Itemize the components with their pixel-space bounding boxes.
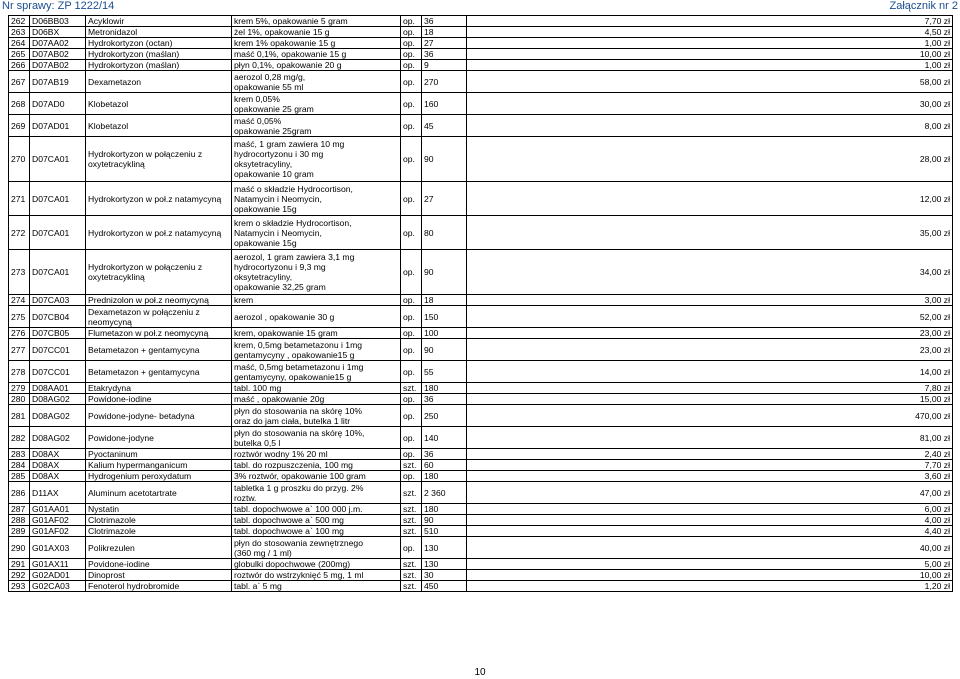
table-row	[9, 49, 953, 60]
quantity: 90	[422, 339, 467, 361]
unit-price: 58,00 zł	[467, 71, 953, 93]
drug-name: Clotrimazole	[86, 515, 232, 526]
drug-form: krem, 0,5mg betametazonu i 1mg gentamycyny , opakowanie15 g	[232, 339, 401, 361]
quantity: 30	[422, 570, 467, 581]
drug-form: maść 0,1%, opakowanie 15 g	[232, 49, 401, 60]
unit-price: 4,40 zł	[467, 526, 953, 537]
unit: op.	[401, 115, 422, 137]
table-row	[9, 38, 953, 49]
quantity: 36	[422, 394, 467, 405]
quantity: 55	[422, 361, 467, 383]
row-number: 262	[9, 16, 30, 27]
unit-price: 35,00 zł	[467, 216, 953, 250]
table-row	[9, 570, 953, 581]
drug-form: tabl. do rozpuszczenia, 100 mg	[232, 460, 401, 471]
unit: op.	[401, 295, 422, 306]
table-row	[9, 537, 953, 559]
quantity: 180	[422, 504, 467, 515]
row-number: 269	[9, 115, 30, 137]
quantity: 130	[422, 559, 467, 570]
atc-code: D08AG02	[30, 405, 86, 427]
atc-code: G01AX11	[30, 559, 86, 570]
unit: szt.	[401, 515, 422, 526]
drug-form: tabl. a` 5 mg	[232, 581, 401, 592]
quantity: 36	[422, 449, 467, 460]
table-row	[9, 361, 953, 383]
atc-code: D07AD01	[30, 115, 86, 137]
table-row	[9, 559, 953, 570]
unit-price: 10,00 zł	[467, 570, 953, 581]
drug-form: krem 1% opakowanie 15 g	[232, 38, 401, 49]
quantity: 90	[422, 137, 467, 182]
unit: op.	[401, 38, 422, 49]
atc-code: G02CA03	[30, 581, 86, 592]
unit: op.	[401, 27, 422, 38]
drug-form: roztwór do wstrzyknięć 5 mg, 1 ml	[232, 570, 401, 581]
table-row	[9, 405, 953, 427]
unit: szt.	[401, 581, 422, 592]
drug-name: Polikrezulen	[86, 537, 232, 559]
atc-code: D07AB02	[30, 60, 86, 71]
row-number: 292	[9, 570, 30, 581]
drug-form: krem 0,05% opakowanie 25 gram	[232, 93, 401, 115]
unit: szt.	[401, 460, 422, 471]
unit-price: 470,00 zł	[467, 405, 953, 427]
row-number: 286	[9, 482, 30, 504]
quantity: 2 360	[422, 482, 467, 504]
drug-name: Acyklowir	[86, 16, 232, 27]
atc-code: D06BX	[30, 27, 86, 38]
unit: szt.	[401, 383, 422, 394]
quantity: 27	[422, 182, 467, 216]
row-number: 293	[9, 581, 30, 592]
drug-name: Hydrokortyzon (maślan)	[86, 49, 232, 60]
atc-code: D07CB04	[30, 306, 86, 328]
atc-code: D08AX	[30, 471, 86, 482]
table-row	[9, 482, 953, 504]
atc-code: D07CB05	[30, 328, 86, 339]
drug-name: Powidone-jodyne- betadyna	[86, 405, 232, 427]
unit: op.	[401, 427, 422, 449]
drug-name: Aluminum acetotartrate	[86, 482, 232, 504]
unit-price: 15,00 zł	[467, 394, 953, 405]
row-number: 270	[9, 137, 30, 182]
atc-code: D08AA01	[30, 383, 86, 394]
unit-price: 6,00 zł	[467, 504, 953, 515]
table-row	[9, 115, 953, 137]
drug-form: krem, opakowanie 15 gram	[232, 328, 401, 339]
unit-price: 5,00 zł	[467, 559, 953, 570]
row-number: 271	[9, 182, 30, 216]
unit-price: 30,00 zł	[467, 93, 953, 115]
atc-code: D07CC01	[30, 361, 86, 383]
atc-code: D07CC01	[30, 339, 86, 361]
unit-price: 1,00 zł	[467, 60, 953, 71]
table-row	[9, 71, 953, 93]
drug-form: płyn 0,1%, opakowanie 20 g	[232, 60, 401, 71]
atc-code: D07CA01	[30, 182, 86, 216]
unit: op.	[401, 405, 422, 427]
quantity: 100	[422, 328, 467, 339]
table-row	[9, 427, 953, 449]
unit-price: 23,00 zł	[467, 328, 953, 339]
table-row	[9, 515, 953, 526]
atc-code: G02AD01	[30, 570, 86, 581]
drug-table	[8, 15, 953, 592]
table-row	[9, 383, 953, 394]
row-number: 278	[9, 361, 30, 383]
quantity: 36	[422, 16, 467, 27]
row-number: 274	[9, 295, 30, 306]
drug-name: Prednizolon w poł.z neomycyną	[86, 295, 232, 306]
unit-price: 40,00 zł	[467, 537, 953, 559]
drug-name: Klobetazol	[86, 93, 232, 115]
quantity: 130	[422, 537, 467, 559]
quantity: 160	[422, 93, 467, 115]
unit-price: 81,00 zł	[467, 427, 953, 449]
unit: op.	[401, 339, 422, 361]
unit-price: 23,00 zł	[467, 339, 953, 361]
row-number: 282	[9, 427, 30, 449]
unit: szt.	[401, 526, 422, 537]
drug-name: Flumetazon w poł.z neomycyną	[86, 328, 232, 339]
case-number: Nr sprawy: ZP 1222/14	[2, 0, 115, 12]
unit-price: 7,80 zł	[467, 383, 953, 394]
atc-code: D08AG02	[30, 394, 86, 405]
drug-form: tabletka 1 g proszku do przyg. 2% roztw.	[232, 482, 401, 504]
drug-name: Powidone-iodine	[86, 394, 232, 405]
drug-form: tabl. dopochwowe a` 100 mg	[232, 526, 401, 537]
drug-name: Hydrokortyzon w połączeniu z oxytetracykliną	[86, 250, 232, 295]
unit-price: 12,00 zł	[467, 182, 953, 216]
table-row	[9, 182, 953, 216]
drug-form: 3% roztwór, opakowanie 100 gram	[232, 471, 401, 482]
drug-form: płyn do stosowania zewnętrznego (360 mg / 1 ml)	[232, 537, 401, 559]
table-row	[9, 526, 953, 537]
table-row	[9, 295, 953, 306]
table-row	[9, 339, 953, 361]
drug-form: maść 0,05% opakowanie 25gram	[232, 115, 401, 137]
unit: szt.	[401, 482, 422, 504]
drug-name: Betametazon + gentamycyna	[86, 361, 232, 383]
drug-name: Hydrokortyzon (octan)	[86, 38, 232, 49]
quantity: 27	[422, 38, 467, 49]
drug-form: maść o składzie Hydrocortison, Natamycin i Neomycin, opakowanie 15g	[232, 182, 401, 216]
unit: op.	[401, 49, 422, 60]
unit: op.	[401, 93, 422, 115]
row-number: 266	[9, 60, 30, 71]
table-row	[9, 137, 953, 182]
unit: op.	[401, 71, 422, 93]
unit: op.	[401, 471, 422, 482]
unit: op.	[401, 16, 422, 27]
unit: szt.	[401, 570, 422, 581]
drug-name: Dexametazon	[86, 71, 232, 93]
table-row	[9, 216, 953, 250]
quantity: 510	[422, 526, 467, 537]
unit-price: 47,00 zł	[467, 482, 953, 504]
atc-code: D11AX	[30, 482, 86, 504]
drug-name: Metronidazol	[86, 27, 232, 38]
drug-form: tabl. dopochwowe a` 100 000 j.m.	[232, 504, 401, 515]
unit-price: 4,00 zł	[467, 515, 953, 526]
row-number: 287	[9, 504, 30, 515]
table-row	[9, 471, 953, 482]
drug-form: krem 5%, opakowanie 5 gram	[232, 16, 401, 27]
drug-name: Betametazon + gentamycyna	[86, 339, 232, 361]
drug-form: aerozol 0,28 mg/g, opakowanie 55 ml	[232, 71, 401, 93]
row-number: 289	[9, 526, 30, 537]
quantity: 180	[422, 383, 467, 394]
atc-code: G01AF02	[30, 515, 86, 526]
drug-name: Fenoterol hydrobromide	[86, 581, 232, 592]
table-row	[9, 581, 953, 592]
drug-form: roztwór wodny 1% 20 ml	[232, 449, 401, 460]
table-row	[9, 16, 953, 27]
unit-price: 28,00 zł	[467, 137, 953, 182]
table-row	[9, 27, 953, 38]
unit: op.	[401, 216, 422, 250]
table-row	[9, 306, 953, 328]
drug-name: Hydrokortyzon w połączeniu z oxytetracykliną	[86, 137, 232, 182]
table-row	[9, 449, 953, 460]
atc-code: D07AD0	[30, 93, 86, 115]
unit-price: 7,70 zł	[467, 16, 953, 27]
drug-form: aerozol , opakowanie 30 g	[232, 306, 401, 328]
row-number: 265	[9, 49, 30, 60]
atc-code: G01AX03	[30, 537, 86, 559]
row-number: 277	[9, 339, 30, 361]
atc-code: D07AB02	[30, 49, 86, 60]
unit: op.	[401, 182, 422, 216]
row-number: 288	[9, 515, 30, 526]
drug-name: Hydrokortyzon (maślan)	[86, 60, 232, 71]
drug-name: Dexametazon w połączeniu z neomycyną	[86, 306, 232, 328]
unit: op.	[401, 449, 422, 460]
drug-name: Clotrimazole	[86, 526, 232, 537]
unit: szt.	[401, 559, 422, 570]
table-row	[9, 93, 953, 115]
drug-form: płyn do stosowania na skórę 10%, butelka 0,5 l	[232, 427, 401, 449]
row-number: 267	[9, 71, 30, 93]
quantity: 80	[422, 216, 467, 250]
row-number: 275	[9, 306, 30, 328]
atc-code: G01AF02	[30, 526, 86, 537]
row-number: 291	[9, 559, 30, 570]
atc-code: G01AA01	[30, 504, 86, 515]
unit-price: 3,00 zł	[467, 295, 953, 306]
drug-form: tabl. dopochwowe a` 500 mg	[232, 515, 401, 526]
table-row	[9, 60, 953, 71]
drug-name: Hydrokortyzon w poł.z natamycyną	[86, 182, 232, 216]
quantity: 140	[422, 427, 467, 449]
unit: op.	[401, 537, 422, 559]
quantity: 90	[422, 515, 467, 526]
quantity: 18	[422, 295, 467, 306]
row-number: 263	[9, 27, 30, 38]
unit-price: 2,40 zł	[467, 449, 953, 460]
page-header	[0, 0, 960, 14]
drug-name: Hydrokortyzon w poł.z natamycyną	[86, 216, 232, 250]
unit-price: 7,70 zł	[467, 460, 953, 471]
drug-name: Povidone-iodine	[86, 559, 232, 570]
drug-form: maść, 0,5mg betametazonu i 1mg gentamycyny, opakowanie15 g	[232, 361, 401, 383]
quantity: 250	[422, 405, 467, 427]
unit-price: 8,00 zł	[467, 115, 953, 137]
unit-price: 4,50 zł	[467, 27, 953, 38]
row-number: 290	[9, 537, 30, 559]
table-row	[9, 250, 953, 295]
atc-code: D08AX	[30, 460, 86, 471]
quantity: 45	[422, 115, 467, 137]
row-number: 276	[9, 328, 30, 339]
page-number: 10	[474, 667, 486, 678]
table-row	[9, 460, 953, 471]
row-number: 280	[9, 394, 30, 405]
drug-name: Pyoctaninum	[86, 449, 232, 460]
row-number: 279	[9, 383, 30, 394]
atc-code: D08AG02	[30, 427, 86, 449]
unit-price: 10,00 zł	[467, 49, 953, 60]
drug-form: tabl. 100 mg	[232, 383, 401, 394]
quantity: 60	[422, 460, 467, 471]
atc-code: D07AA02	[30, 38, 86, 49]
unit: op.	[401, 361, 422, 383]
drug-name: Klobetazol	[86, 115, 232, 137]
quantity: 150	[422, 306, 467, 328]
unit-price: 1,20 zł	[467, 581, 953, 592]
table-row	[9, 394, 953, 405]
drug-form: globulki dopochwowe (200mg)	[232, 559, 401, 570]
row-number: 273	[9, 250, 30, 295]
unit: op.	[401, 394, 422, 405]
drug-name: Powidone-jodyne	[86, 427, 232, 449]
drug-form: maść, 1 gram zawiera 10 mg hydrocortyzonu i 30 mg oksytetracyliny, opakowanie 10 gram	[232, 137, 401, 182]
unit: op.	[401, 137, 422, 182]
row-number: 281	[9, 405, 30, 427]
atc-code: D08AX	[30, 449, 86, 460]
unit: szt.	[401, 504, 422, 515]
drug-name: Dinoprost	[86, 570, 232, 581]
drug-name: Hydrogenium peroxydatum	[86, 471, 232, 482]
row-number: 283	[9, 449, 30, 460]
unit-price: 14,00 zł	[467, 361, 953, 383]
unit: op.	[401, 250, 422, 295]
quantity: 9	[422, 60, 467, 71]
drug-name: Kalium hypermanganicum	[86, 460, 232, 471]
unit: op.	[401, 306, 422, 328]
unit-price: 34,00 zł	[467, 250, 953, 295]
unit-price: 1,00 zł	[467, 38, 953, 49]
quantity: 450	[422, 581, 467, 592]
row-number: 284	[9, 460, 30, 471]
atc-code: D07CA03	[30, 295, 86, 306]
row-number: 285	[9, 471, 30, 482]
quantity: 270	[422, 71, 467, 93]
drug-form: aerozol, 1 gram zawiera 3,1 mg hydrocortyzonu i 9,3 mg oksytetracyliny, opakowanie 32,25 gram	[232, 250, 401, 295]
quantity: 90	[422, 250, 467, 295]
unit-price: 3,60 zł	[467, 471, 953, 482]
attachment-label: Załącznik nr 2	[889, 0, 958, 12]
unit-price: 52,00 zł	[467, 306, 953, 328]
table-row	[9, 504, 953, 515]
atc-code: D07CA01	[30, 137, 86, 182]
unit: op.	[401, 328, 422, 339]
atc-code: D07AB19	[30, 71, 86, 93]
quantity: 36	[422, 49, 467, 60]
drug-form: krem o składzie Hydrocortison, Natamycin i Neomycin, opakowanie 15g	[232, 216, 401, 250]
row-number: 264	[9, 38, 30, 49]
drug-form: krem	[232, 295, 401, 306]
drug-name: Etakrydyna	[86, 383, 232, 394]
quantity: 18	[422, 27, 467, 38]
drug-form: płyn do stosowania na skórę 10% oraz do jam ciała, butelka 1 litr	[232, 405, 401, 427]
table-row	[9, 328, 953, 339]
row-number: 268	[9, 93, 30, 115]
atc-code: D06BB03	[30, 16, 86, 27]
atc-code: D07CA01	[30, 216, 86, 250]
quantity: 180	[422, 471, 467, 482]
drug-name: Nystatin	[86, 504, 232, 515]
atc-code: D07CA01	[30, 250, 86, 295]
drug-form: maść , opakowanie 20g	[232, 394, 401, 405]
unit: op.	[401, 60, 422, 71]
drug-form: żel 1%, opakowanie 15 g	[232, 27, 401, 38]
row-number: 272	[9, 216, 30, 250]
